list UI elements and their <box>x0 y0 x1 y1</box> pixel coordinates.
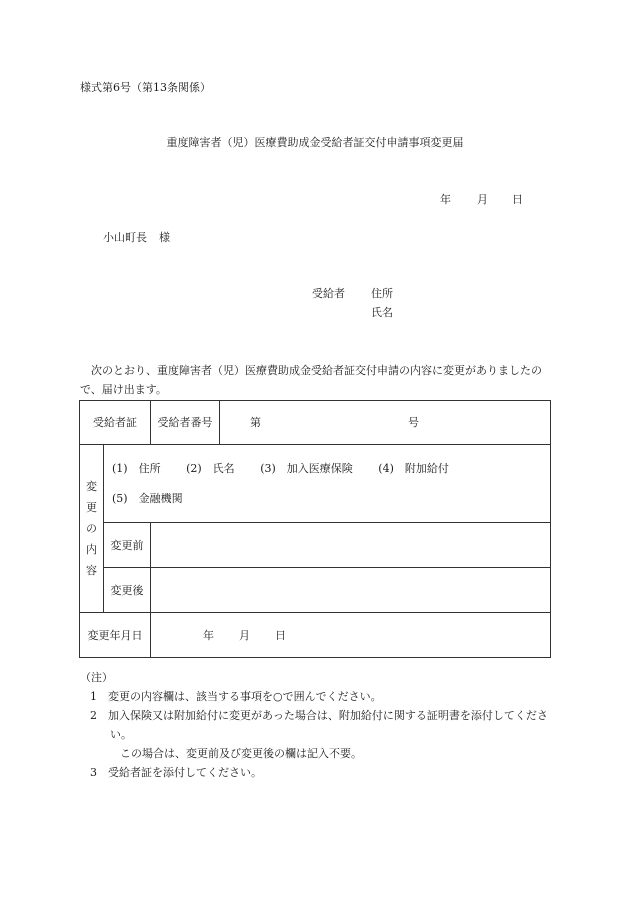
date-day-label: 日 <box>512 193 523 206</box>
change-form-table <box>79 400 551 658</box>
number-prefix: 第 <box>250 416 261 429</box>
cert-label: 受給者証 <box>93 416 137 429</box>
form-title: 重度障害者（児）医療費助成金受給者証交付申請事項変更届 <box>166 136 464 149</box>
applicant-label: 受給者 <box>312 287 345 300</box>
note-sub-item: この場合は、変更前及び変更後の欄は記入不要。 <box>120 747 362 760</box>
number-field[interactable] <box>220 401 551 445</box>
change-label-char: の <box>86 522 97 535</box>
name-label: 氏名 <box>371 306 393 319</box>
change-date-label: 変更年月日 <box>87 628 143 642</box>
change-label-char: 容 <box>86 564 97 577</box>
address-label: 住所 <box>371 287 393 300</box>
option-insurance[interactable]: (3) 加入医療保険 <box>260 461 353 475</box>
body-text: 次のとおり、重度障害者（児）医療費助成金受給者証交付申請の内容に変更がありましたので、届け出ます。 <box>80 364 542 396</box>
option-name[interactable]: (2) 氏名 <box>186 461 235 475</box>
change-date-day: 日 <box>275 629 286 642</box>
notes-section <box>80 668 550 782</box>
after-row <box>80 568 551 613</box>
after-label-cell <box>104 568 151 613</box>
cert-label-cell <box>80 401 151 445</box>
before-row <box>80 523 551 568</box>
change-date-month: 月 <box>239 629 250 642</box>
note-item: 3 受給者証を添付してください。 <box>90 766 262 779</box>
change-date-label-cell <box>80 613 151 658</box>
number-label-cell <box>151 401 220 445</box>
date-year-label: 年 <box>440 193 451 206</box>
after-label: 変更後 <box>110 583 144 597</box>
after-field[interactable] <box>151 568 551 613</box>
note-item: 2 加入保険又は附加給付に変更があった場合は、附加給付に関する証明書を添付してください。 <box>90 709 548 741</box>
change-options-row <box>80 445 551 523</box>
number-suffix: 号 <box>408 416 419 429</box>
change-label-char: 変 <box>86 480 97 493</box>
note-item: 1 変更の内容欄は、該当する事項を○で囲んでください。 <box>90 690 382 703</box>
addressee-name: 小山町長 <box>103 231 147 244</box>
date-month-label: 月 <box>477 193 488 206</box>
change-date-field[interactable] <box>151 613 551 658</box>
notes-heading: （注） <box>80 671 113 684</box>
change-options-cell <box>104 445 551 523</box>
change-date-row <box>80 613 551 658</box>
form-number: 様式第6号（第13条関係） <box>80 81 211 94</box>
before-label-cell <box>104 523 151 568</box>
change-label-char: 内 <box>86 543 97 556</box>
option-additional-benefit[interactable]: (4) 附加給付 <box>378 461 449 475</box>
before-field[interactable] <box>151 523 551 568</box>
option-address[interactable]: (1) 住所 <box>112 461 161 475</box>
option-financial-institution[interactable]: (5) 金融機関 <box>112 491 183 505</box>
before-label: 変更前 <box>110 538 144 552</box>
change-date-year: 年 <box>203 629 214 642</box>
change-label-char: 更 <box>86 501 97 514</box>
number-label: 受給者番号 <box>157 416 213 429</box>
change-content-label <box>80 445 104 613</box>
certificate-row <box>80 401 551 445</box>
addressee-honorific: 様 <box>159 231 170 244</box>
